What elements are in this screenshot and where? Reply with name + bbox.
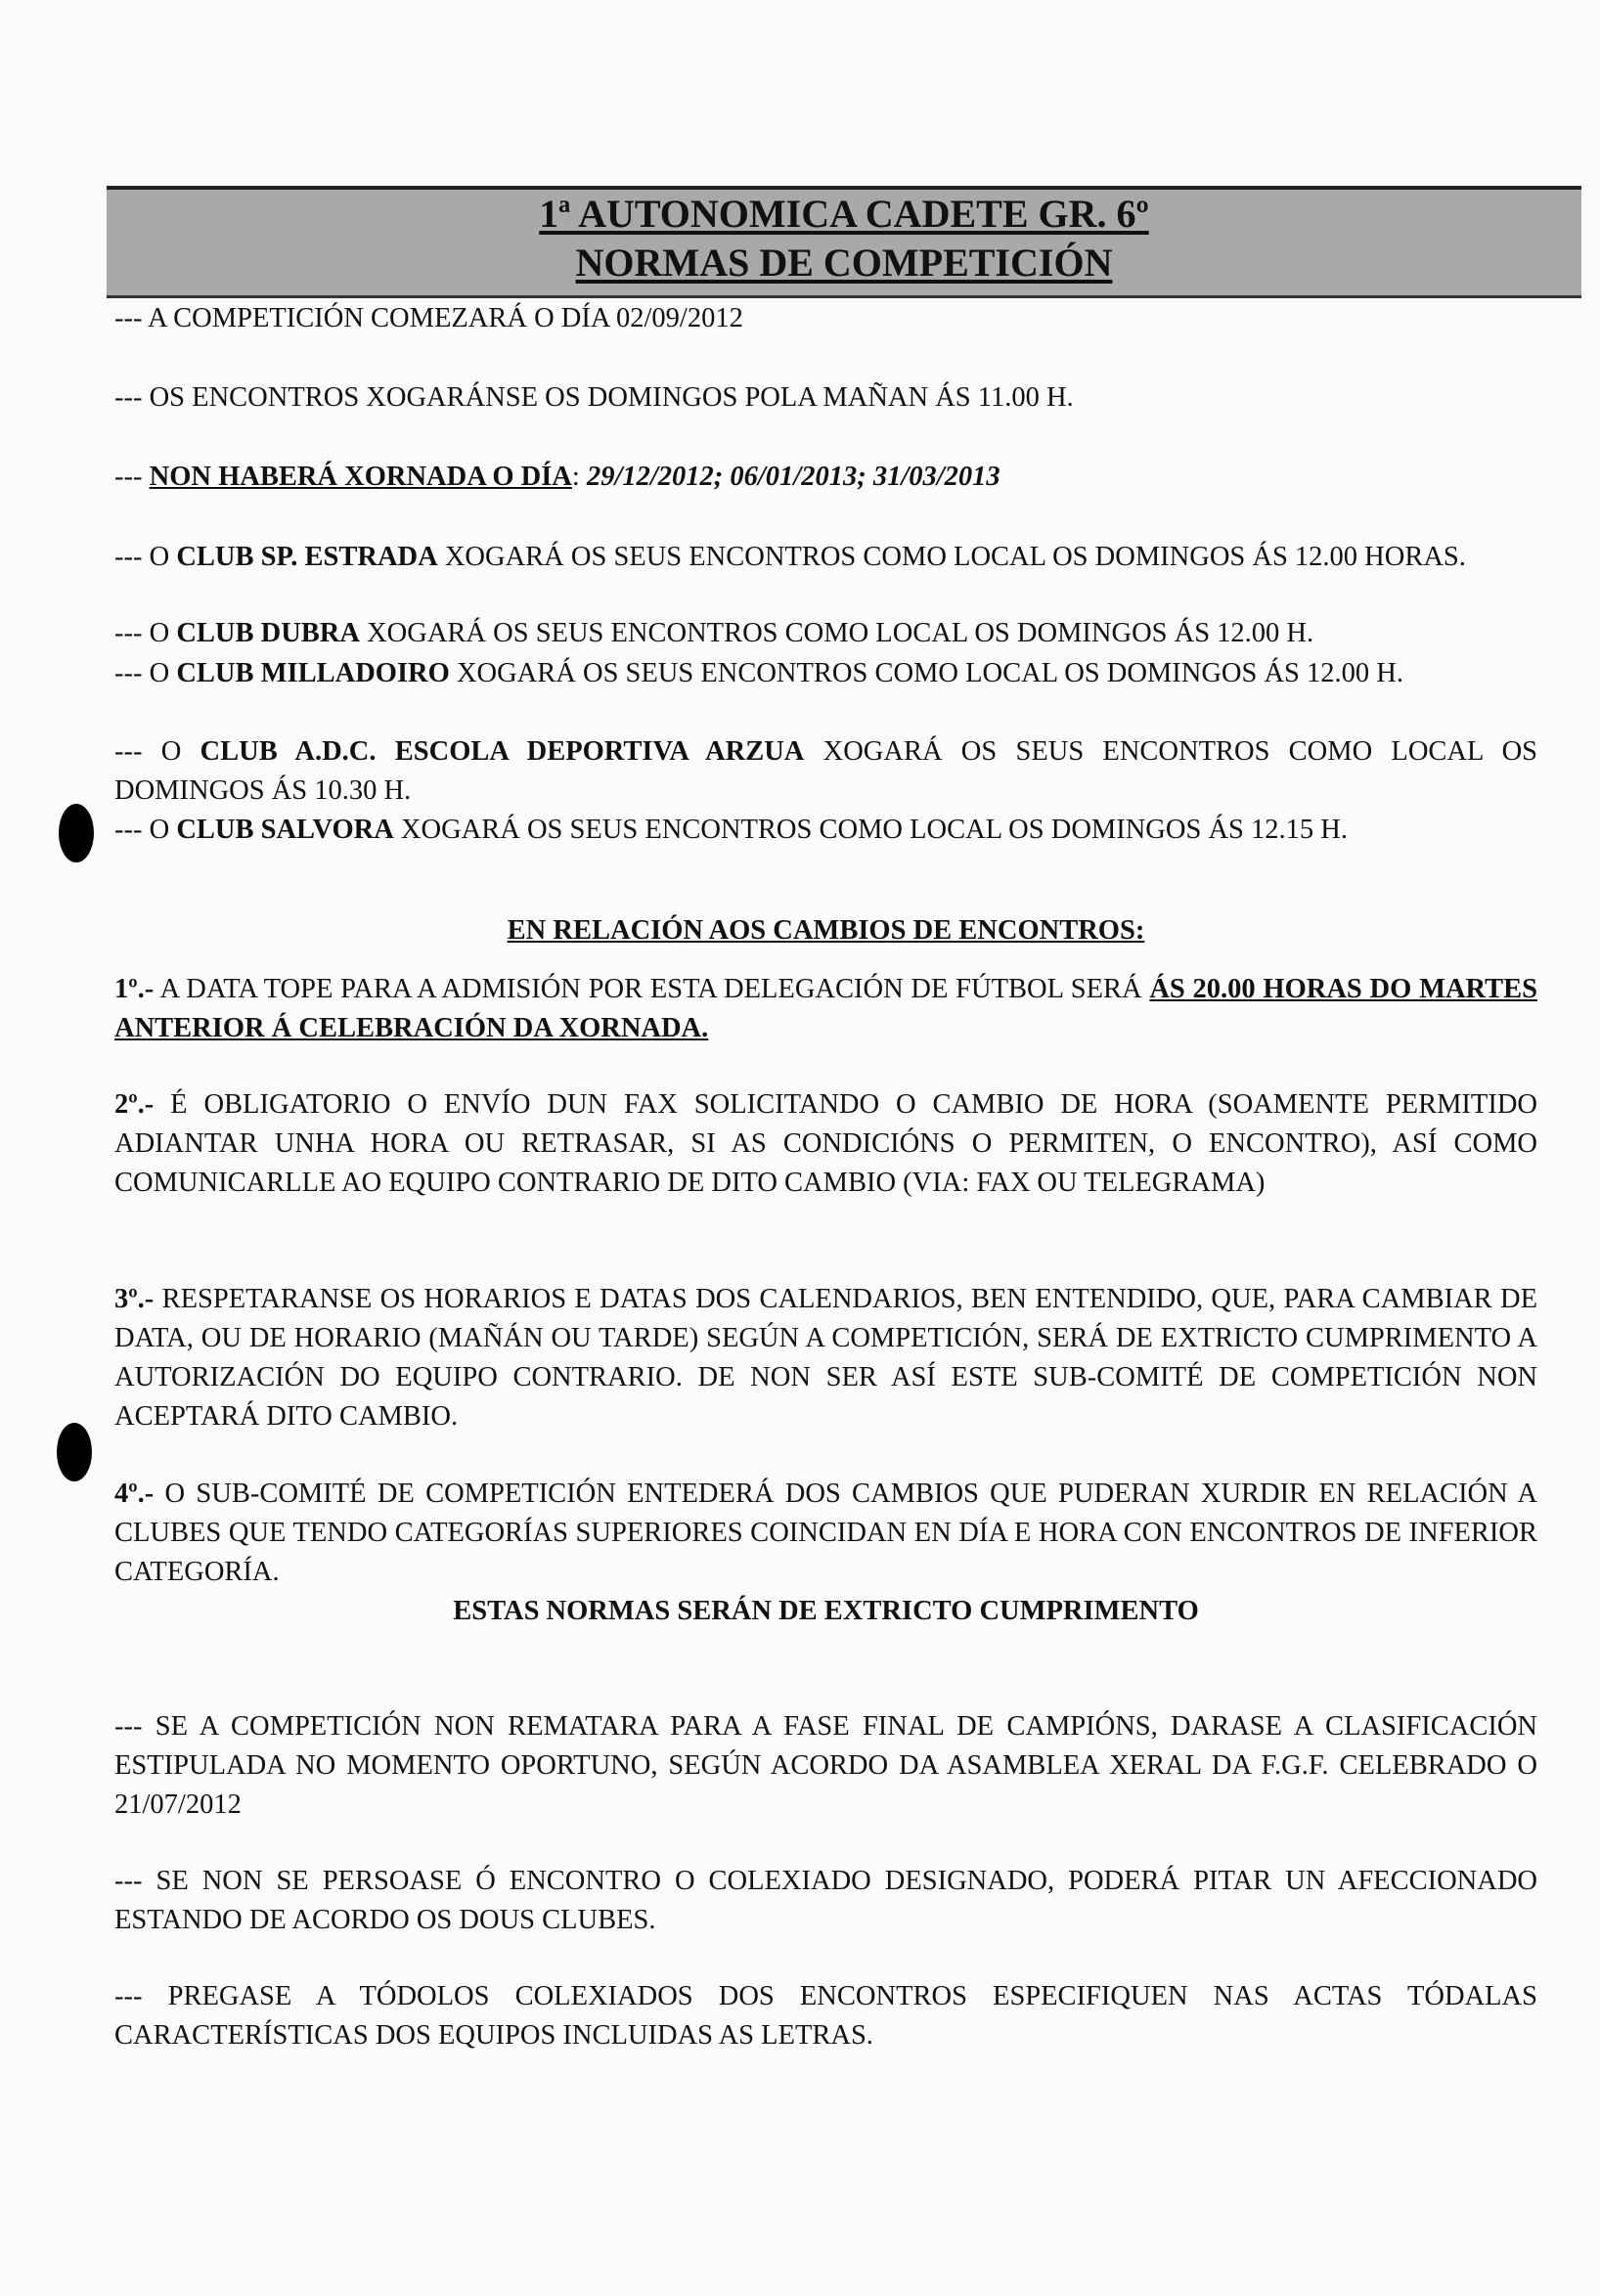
rule-deadline: ÁS 20.00 HORAS DO MARTES ANTERIOR Á CELEBRACIÓN DA XORNADA. <box>114 974 1537 1043</box>
strict-notice: ESTAS NORMAS SERÁN DE EXTRICTO CUMPRIMENTO <box>453 1596 1199 1626</box>
no-match-days-rule <box>114 458 1537 497</box>
change-rule-3 <box>114 1280 1537 1436</box>
club-name: CLUB SALVORA <box>176 815 394 845</box>
club-name: CLUB SP. ESTRADA <box>176 542 438 572</box>
referee-report-rule: --- PREGASE A TÓDOLOS COLEXIADOS DOS ENCONTROS ESPECIFIQUEN NAS ACTAS TÓDALAS CARACTERÍSTICAS DOS EQUIPOS INCLUIDAS AS LETRAS. <box>114 1981 1537 2051</box>
club-rule <box>114 811 1537 850</box>
document-subtitle: NORMAS DE COMPETICIÓN <box>575 241 1113 285</box>
prefix: --- <box>114 462 150 492</box>
prefix: --- O <box>114 736 200 767</box>
club-schedule: XOGARÁ OS SEUS ENCONTROS COMO LOCAL OS DOMINGOS ÁS 10.30 H. <box>114 736 1538 806</box>
change-rule-1 <box>114 970 1537 1048</box>
club-rule <box>114 614 1537 653</box>
final-phase-rule: --- SE A COMPETICIÓN NON REMATARA PARA A FASE FINAL DE CAMPIÓNS, DARASE A CLASIFICACIÓN ESTIPULADA NO MOMENTO OPORTUNO, SEGÚN ACORDO DA ASAMBLEA XERAL DA F.G.F. CELEBRADO O 21/07/2012 <box>114 1711 1537 1820</box>
rule-text: O SUB-COMITÉ DE COMPETICIÓN ENTEDERÁ DOS CAMBIOS QUE PUDERAN XURDIR EN RELACIÓN A CLUBES QUE TENDO CATEGORÍAS SUPERIORES COINCIDAN EN DÍA E HORA CON ENCONTROS DE INFERIOR CATEGORÍA. <box>114 1479 1537 1587</box>
club-name: CLUB DUBRA <box>176 618 360 648</box>
referee-absence-rule: --- SE NON SE PERSOASE Ó ENCONTRO O COLEXIADO DESIGNADO, PODERÁ PITAR UN AFECCIONADO ESTANDO DE ACORDO OS DOUS CLUBES. <box>114 1866 1537 1935</box>
title-banner <box>107 186 1581 298</box>
punch-hole-mark <box>57 1423 92 1481</box>
rule-number: 1º.- <box>114 974 155 1004</box>
punch-hole-mark <box>59 804 94 862</box>
no-match-dates: 29/12/2012; 06/01/2013; 31/03/2013 <box>586 462 1000 492</box>
rule-text: A DATA TOPE PARA A ADMISIÓN POR ESTA DELEGACIÓN DE FÚTBOL SERÁ <box>154 974 1150 1004</box>
club-rule <box>114 538 1537 577</box>
club-schedule: XOGARÁ OS SEUS ENCONTROS COMO LOCAL OS DOMINGOS ÁS 12.00 H. <box>449 658 1403 688</box>
club-name: CLUB MILLADOIRO <box>176 658 450 688</box>
club-rule <box>114 732 1537 811</box>
rule-number: 4º.- <box>114 1479 155 1509</box>
club-schedule: XOGARÁ OS SEUS ENCONTROS COMO LOCAL OS DOMINGOS ÁS 12.15 H. <box>393 815 1348 845</box>
club-name: CLUB A.D.C. ESCOLA DEPORTIVA ARZUA <box>200 736 805 767</box>
rule-number: 3º.- <box>114 1284 155 1314</box>
rule-text: É OBLIGATORIO O ENVÍO DUN FAX SOLICITANDO O CAMBIO DE HORA (SOAMENTE PERMITIDO ADIANTAR UNHA HORA OU RETRASAR, SI AS CONDICIÓNS O PERMITEN, O ENCONTRO), ASÍ COMO COMUNICARLLE AO EQUIPO CONTRARIO DE DITO CAMBIO (VIA: FAX OU TELEGRAMA) <box>114 1089 1537 1198</box>
prefix: --- O <box>114 542 177 572</box>
change-rule-4 <box>114 1475 1537 1592</box>
prefix: --- O <box>114 815 177 845</box>
prefix: --- O <box>114 618 177 648</box>
document-title: 1ª AUTONOMICA CADETE GR. 6º <box>539 192 1149 236</box>
no-match-label: NON HABERÁ XORNADA O DÍA <box>149 462 572 492</box>
club-schedule: XOGARÁ OS SEUS ENCONTROS COMO LOCAL OS DOMINGOS ÁS 12.00 HORAS. <box>437 542 1466 572</box>
separator: : <box>571 462 587 492</box>
start-date-rule: --- A COMPETICIÓN COMEZARÁ O DÍA 02/09/2012 <box>114 303 743 333</box>
rule-text: RESPETARANSE OS HORARIOS E DATAS DOS CALENDARIOS, BEN ENTENDIDO, QUE, PARA CAMBIAR DE DATA, OU DE HORARIO (MAÑÁN OU TARDE) SEGÚN A COMPETICIÓN, SERÁ DE EXTRICTO CUMPRIMENTO A AUTORIZACIÓN DO EQUIPO CONTRARIO. DE NON SER ASÍ ESTE SUB-COMITÉ DE COMPETICIÓN NON ACEPTARÁ DITO CAMBIO. <box>114 1284 1537 1432</box>
prefix: --- O <box>114 658 177 688</box>
match-time-rule: --- OS ENCONTROS XOGARÁNSE OS DOMINGOS POLA MAÑAN ÁS 11.00 H. <box>114 382 1074 413</box>
change-rule-2 <box>114 1085 1537 1203</box>
changes-heading: EN RELACIÓN AOS CAMBIOS DE ENCONTROS: <box>507 915 1145 946</box>
club-rule <box>114 654 1537 693</box>
club-schedule: XOGARÁ OS SEUS ENCONTROS COMO LOCAL OS DOMINGOS ÁS 12.00 H. <box>359 618 1314 648</box>
rule-number: 2º.- <box>114 1089 155 1120</box>
